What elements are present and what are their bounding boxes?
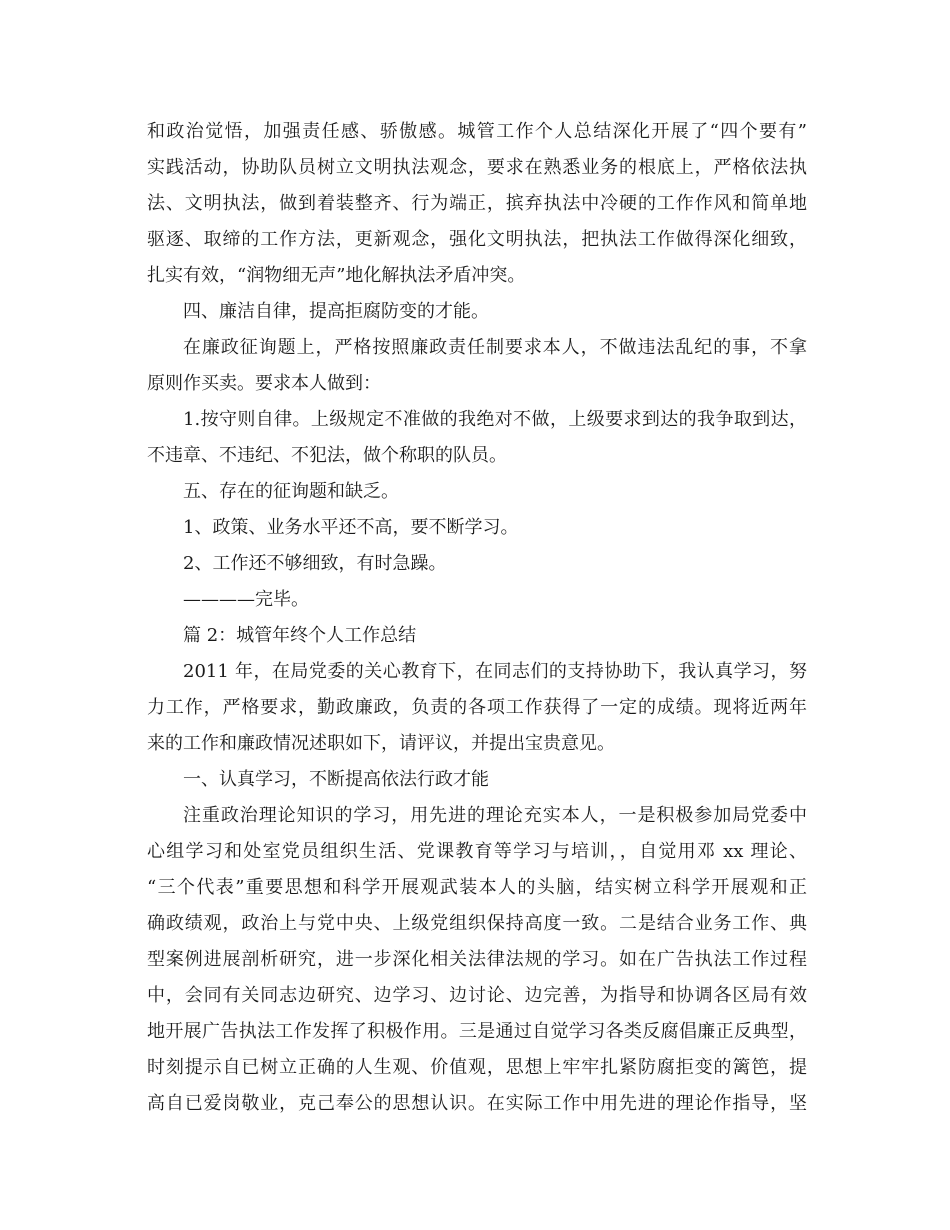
text-line: 2011 年，在局党委的关心教育下，在同志们的支持协助下，我认真学习，努 [183, 661, 807, 682]
document-body [147, 114, 807, 1122]
text-line: 不违章、不违纪、不犯法，做个称职的队员。 [147, 445, 507, 466]
text-line: 中，会同有关同志边研究、边学习、边讨论、边完善，为指导和协调各区局有效 [147, 985, 807, 1006]
text-line: 实践活动，协助队员树立文明执法观念，要求在熟悉业务的根底上，严格依法执 [147, 157, 807, 178]
text-line: “三个代表”重要思想和科学开展观武装本人的头脑，结实树立科学开展观和正 [147, 877, 807, 898]
text-line: 来的工作和廉政情况述职如下，请评议，并提出宝贵意见。 [147, 733, 615, 754]
text-line: 力工作，严格要求，勤政廉政，负责的各项工作获得了一定的成绩。现将近两年 [147, 697, 807, 718]
text-line: 注重政治理论知识的学习，用先进的理论充实本人，一是积极参加局党委中 [183, 805, 807, 826]
text-line: 四、廉洁自律，提高拒腐防变的才能。 [183, 301, 489, 322]
text-line: ————完毕。 [183, 589, 309, 610]
text-line: 在廉政征询题上，严格按照廉政责任制要求本人，不做违法乱纪的事，不拿 [183, 337, 807, 358]
text-line: 驱逐、取缔的工作方法，更新观念，强化文明执法，把执法工作做得深化细致， [147, 229, 807, 250]
text-line: 五、存在的征询题和缺乏。 [183, 481, 399, 502]
text-line: 原则作买卖。要求本人做到： [147, 373, 381, 394]
text-line: 心组学习和处室党员组织生活、党课教育等学习与培训，，自觉用邓 xx 理论、 [147, 841, 807, 862]
text-line: 和政治觉悟，加强责任感、骄傲感。城管工作个人总结深化开展了“四个要有” [147, 121, 807, 142]
text-line: 确政绩观，政治上与党中央、上级党组织保持高度一致。二是结合业务工作、典 [147, 913, 807, 934]
text-line: 扎实有效，“润物细无声”地化解执法矛盾冲突。 [147, 265, 526, 286]
text-line: 型案例进展剖析研究，进一步深化相关法律法规的学习。如在广告执法工作过程 [147, 949, 807, 970]
text-line: 1、政策、业务水平还不高，要不断学习。 [183, 517, 519, 538]
text-line: 高自已爱岗敬业，克己奉公的思想认识。在实际工作中用先进的理论作指导，坚 [147, 1093, 807, 1114]
text-line: 篇 2：城管年终个人工作总结 [183, 625, 417, 646]
text-line: 1.按守则自律。上级规定不准做的我绝对不做，上级要求到达的我争取到达， [183, 409, 807, 430]
text-line: 地开展广告执法工作发挥了积极作用。三是通过自觉学习各类反腐倡廉正反典型， [147, 1021, 807, 1042]
text-line: 2、工作还不够细致，有时急躁。 [183, 553, 447, 574]
text-line: 时刻提示自已树立正确的人生观、价值观，思想上牢牢扎紧防腐拒变的篱笆，提 [147, 1057, 807, 1078]
text-line: 一、认真学习，不断提高依法行政才能 [183, 769, 489, 790]
text-line: 法、文明执法，做到着装整齐、行为端正，摈弃执法中冷硬的工作作风和简单地 [147, 193, 807, 214]
